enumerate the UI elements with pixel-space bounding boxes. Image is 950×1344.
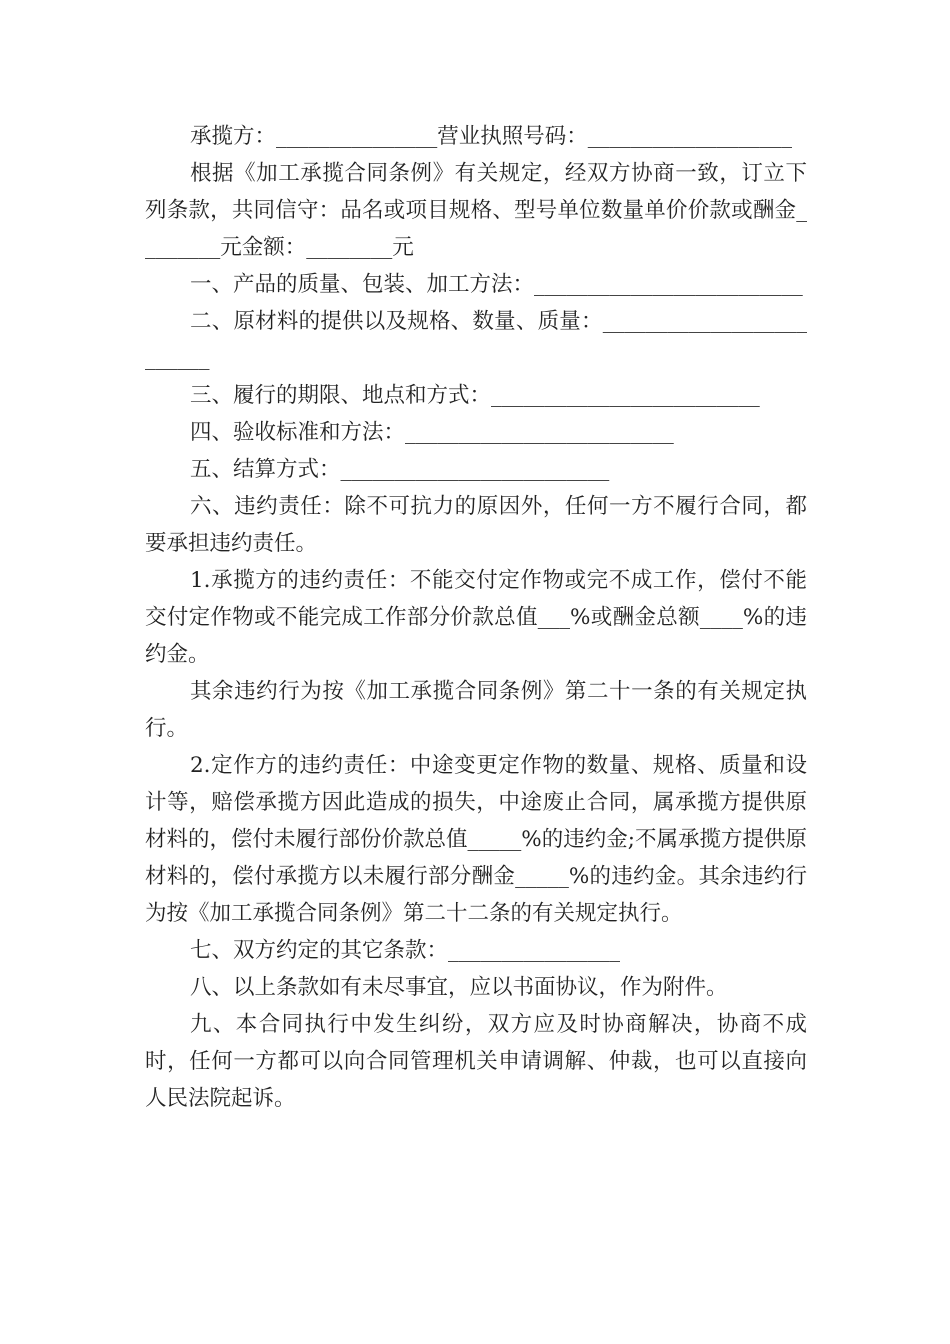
- clause-6-2-orderer-liability: 2.定作方的违约责任：中途变更定作物的数量、规格、质量和设计等，赔偿承揽方因此造成的损失，中途废止合同，属承揽方提供原材料的，偿付未履行部份价款总值_____%的违约金;不属承揽方提供原材料的，偿付承揽方以未履行部分酬金_____%的违约金。其余违约行为按《加工承揽合同条例》第二十二条的有关规定执行。: [145, 753, 807, 926]
- clause-9-disputes: 九、本合同执行中发生纠纷，双方应及时协商解决，协商不成时，任何一方都可以向合同管理机关申请调解、仲裁，也可以直接向人民法院起诉。: [145, 1012, 807, 1111]
- contractor-line: 承揽方：_______________营业执照号码：___________________: [190, 124, 793, 149]
- clause-2-materials: 二、原材料的提供以及规格、数量、质量：_________________________: [145, 309, 807, 371]
- clause-6-1-other: 其余违约行为按《加工承揽合同条例》第二十一条的有关规定执行。: [145, 679, 807, 741]
- clause-8-supplement: 八、以上条款如有未尽事宜，应以书面协议，作为附件。: [190, 975, 728, 1000]
- clause-6-1-contractor-liability: 1.承揽方的违约责任：不能交付定作物或完不成工作，偿付不能交付定作物或不能完成工作部分价款总值___%或酬金总额____%的违约金。: [145, 568, 807, 667]
- clause-6-liability: 六、违约责任：除不可抗力的原因外，任何一方不履行合同，都要承担违约责任。: [145, 494, 807, 556]
- clause-1-quality: 一、产品的质量、包装、加工方法：_________________________: [190, 272, 803, 297]
- clause-7-other-terms: 七、双方约定的其它条款：________________: [190, 938, 621, 963]
- clause-4-acceptance: 四、验收标准和方法：_________________________: [190, 420, 674, 445]
- clause-3-performance: 三、履行的期限、地点和方式：_________________________: [190, 383, 760, 408]
- clause-5-settlement: 五、结算方式：_________________________: [190, 457, 610, 482]
- contract-page: [145, 118, 807, 1117]
- preamble-paragraph: 根据《加工承揽合同条例》有关规定，经双方协商一致，订立下列条款，共同信守：品名或项目规格、型号单位数量单价价款或酬金________元金额：________元: [145, 161, 807, 260]
